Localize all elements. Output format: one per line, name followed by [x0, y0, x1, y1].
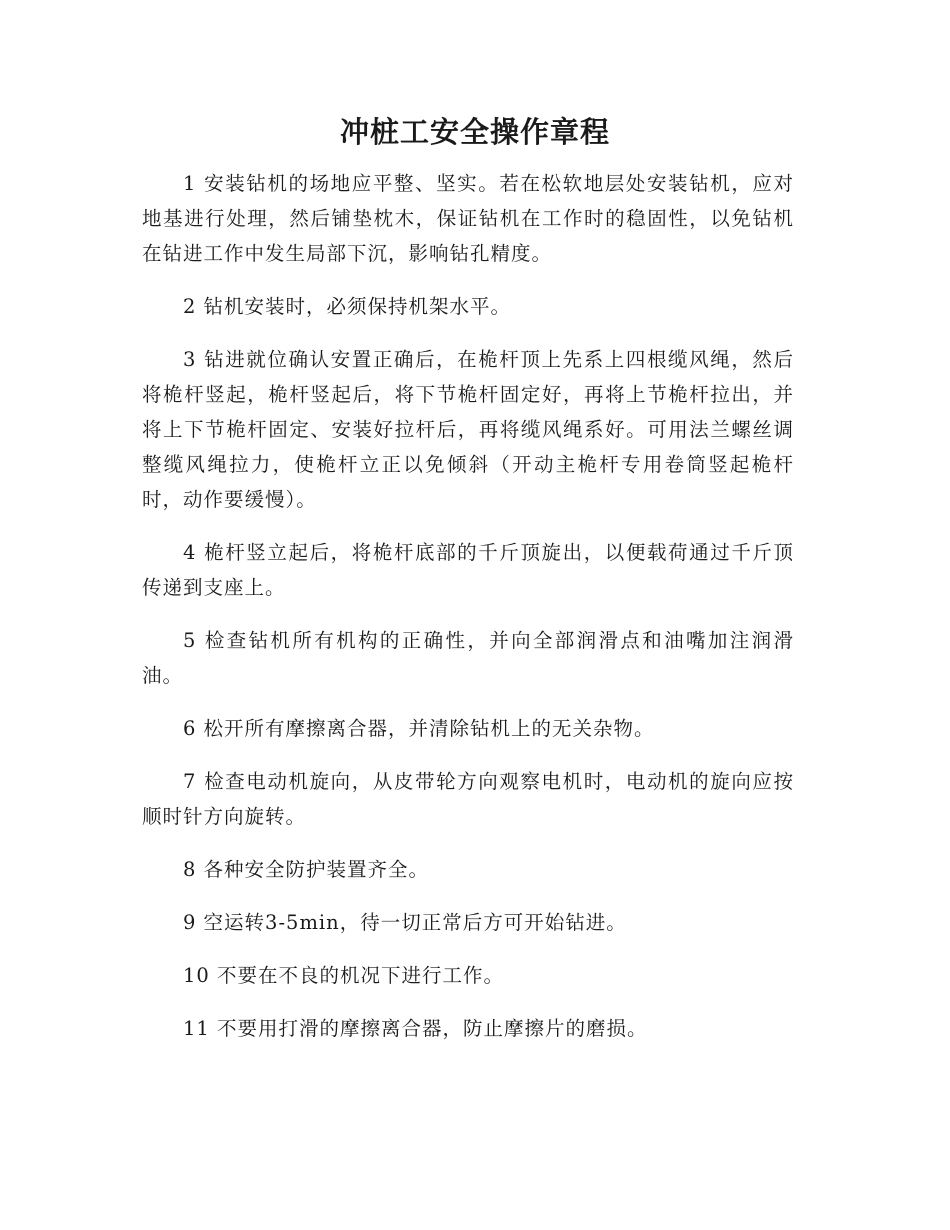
paragraph-11: 11 不要用打滑的摩擦离合器，防止摩擦片的磨损。 — [182, 1017, 648, 1040]
paragraph-4: 4 桅杆竖立起后，将桅杆底部的千斤顶旋出，以便载荷通过千斤顶传递到支座上。 — [142, 541, 794, 599]
paragraph-1: 1 安装钻机的场地应平整、坚实。若在松软地层处安装钻机，应对地基进行处理，然后铺垫枕木，保证钻机在工作时的稳固性，以免钻机在钻进工作中发生局部下沉，影响钻孔精度。 — [142, 172, 794, 265]
paragraph-8: 8 各种安全防护装置齐全。 — [182, 858, 430, 881]
paragraph-9: 9 空运转3-5min，待一切正常后方可开始钻进。 — [182, 911, 627, 934]
paragraph-7: 7 检查电动机旋向，从皮带轮方向观察电机时，电动机的旋向应按顺时针方向旋转。 — [142, 770, 794, 828]
paragraph-6: 6 松开所有摩擦离合器，并清除钻机上的无关杂物。 — [182, 717, 655, 740]
document-body — [142, 166, 794, 1064]
paragraph-10: 10 不要在不良的机况下进行工作。 — [182, 964, 504, 987]
paragraph-3: 3 钻进就位确认安置正确后，在桅杆顶上先系上四根缆风绳，然后将桅杆竖起，桅杆竖起后，将下节桅杆固定好，再将上节桅杆拉出，并将上下节桅杆固定、安装好拉杆后，再将缆风绳系好。可用法兰螺丝调整缆风绳拉力，使桅杆立正以免倾斜（开动主桅杆专用卷筒竖起桅杆时，动作要缓慢）。 — [142, 348, 794, 511]
paragraph-5: 5 检查钻机所有机构的正确性，并向全部润滑点和油嘴加注润滑油。 — [142, 629, 794, 687]
paragraph-2: 2 钻机安装时，必须保持机架水平。 — [182, 295, 512, 318]
page-title: 冲桩工安全操作章程 — [339, 115, 610, 149]
